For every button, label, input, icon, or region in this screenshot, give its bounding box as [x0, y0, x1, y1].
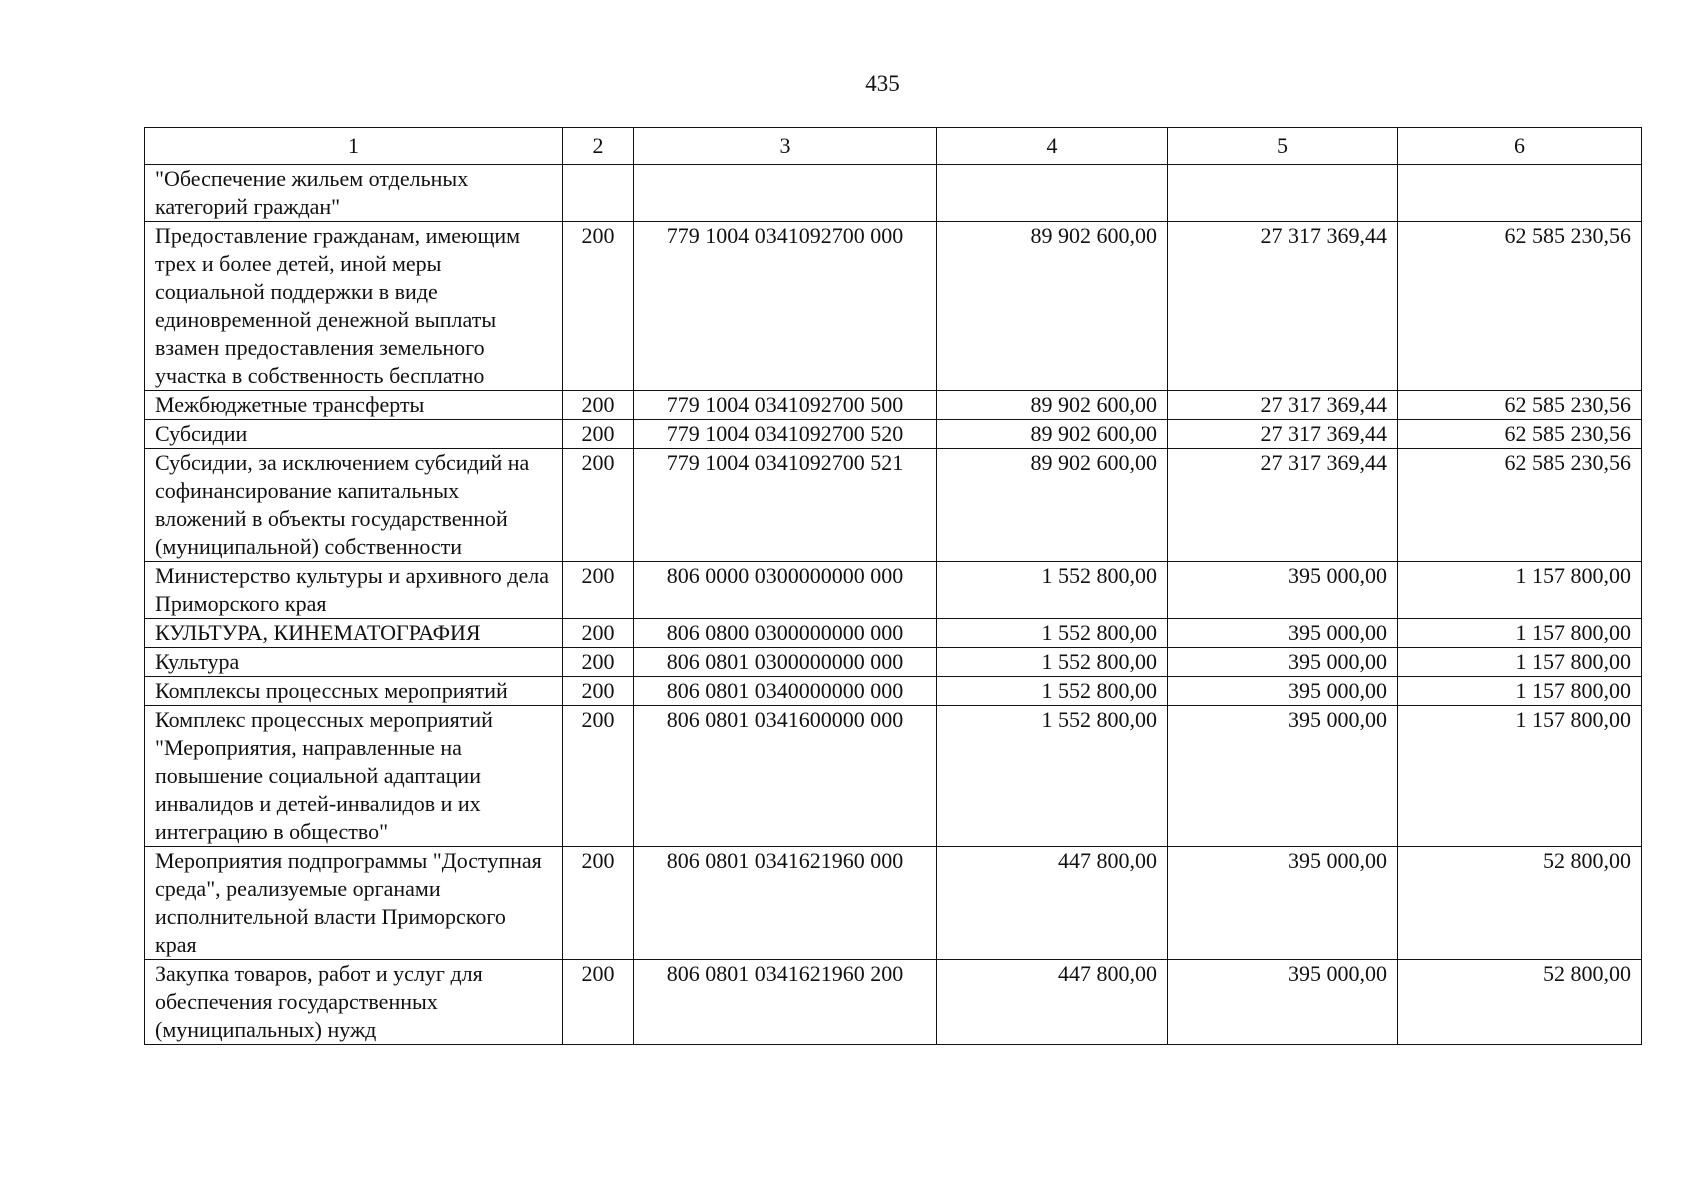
row-line-code-cell: 200 — [563, 222, 634, 391]
row-budget-code-cell: 806 0801 0341621960 200 — [634, 960, 937, 1045]
row-approved-cell: 89 902 600,00 — [937, 449, 1168, 562]
row-executed-cell: 27 317 369,44 — [1168, 420, 1398, 449]
row-line-code-cell: 200 — [563, 420, 634, 449]
row-unexecuted-cell: 1 157 800,00 — [1398, 562, 1642, 619]
row-budget-code-cell: 806 0801 0300000000 000 — [634, 648, 937, 677]
row-budget-code-cell: 806 0801 0341621960 000 — [634, 847, 937, 960]
row-unexecuted-cell: 1 157 800,00 — [1398, 706, 1642, 847]
row-budget-code-cell: 806 0000 0300000000 000 — [634, 562, 937, 619]
row-approved-cell — [937, 165, 1168, 222]
row-name-cell: Субсидии — [145, 420, 563, 449]
row-budget-code-cell: 806 0801 0340000000 000 — [634, 677, 937, 706]
row-name-cell: Межбюджетные трансферты — [145, 391, 563, 420]
table-row — [145, 847, 1642, 960]
row-line-code-cell: 200 — [563, 449, 634, 562]
row-unexecuted-cell: 62 585 230,56 — [1398, 449, 1642, 562]
row-unexecuted-cell: 62 585 230,56 — [1398, 420, 1642, 449]
header-col-3: 3 — [634, 128, 937, 165]
row-unexecuted-cell: 1 157 800,00 — [1398, 648, 1642, 677]
row-budget-code-cell: 806 0800 0300000000 000 — [634, 619, 937, 648]
row-line-code-cell: 200 — [563, 706, 634, 847]
header-col-6: 6 — [1398, 128, 1642, 165]
page-number: 435 — [865, 71, 900, 96]
table-row — [145, 677, 1642, 706]
row-name-cell: Культура — [145, 648, 563, 677]
row-approved-cell: 1 552 800,00 — [937, 706, 1168, 847]
table-row — [145, 648, 1642, 677]
row-unexecuted-cell: 62 585 230,56 — [1398, 391, 1642, 420]
row-executed-cell: 27 317 369,44 — [1168, 222, 1398, 391]
row-executed-cell: 395 000,00 — [1168, 706, 1398, 847]
row-executed-cell: 395 000,00 — [1168, 619, 1398, 648]
row-budget-code-cell: 806 0801 0341600000 000 — [634, 706, 937, 847]
table-row — [145, 562, 1642, 619]
header-col-4: 4 — [937, 128, 1168, 165]
header-col-5: 5 — [1168, 128, 1398, 165]
row-name-cell: Комплекс процессных мероприятий "Мероприятия, направленные на повышение социальной адаптации инвалидов и детей-инвалидов и их интеграцию в общество" — [145, 706, 563, 847]
row-executed-cell: 395 000,00 — [1168, 648, 1398, 677]
row-name-cell: Субсидии, за исключением субсидий на софинансирование капитальных вложений в объекты государственной (муниципальной) собственности — [145, 449, 563, 562]
header-col-1: 1 — [145, 128, 563, 165]
row-budget-code-cell: 779 1004 0341092700 000 — [634, 222, 937, 391]
budget-table — [144, 127, 1642, 1045]
row-line-code-cell: 200 — [563, 648, 634, 677]
row-budget-code-cell: 779 1004 0341092700 521 — [634, 449, 937, 562]
row-name-cell: Министерство культуры и архивного дела Приморского края — [145, 562, 563, 619]
row-unexecuted-cell: 52 800,00 — [1398, 960, 1642, 1045]
table-row — [145, 706, 1642, 847]
table-row — [145, 391, 1642, 420]
row-line-code-cell: 200 — [563, 677, 634, 706]
row-line-code-cell: 200 — [563, 847, 634, 960]
row-unexecuted-cell: 62 585 230,56 — [1398, 222, 1642, 391]
row-approved-cell: 89 902 600,00 — [937, 420, 1168, 449]
row-approved-cell: 1 552 800,00 — [937, 619, 1168, 648]
row-line-code-cell — [563, 165, 634, 222]
row-approved-cell: 89 902 600,00 — [937, 222, 1168, 391]
row-name-cell: Комплексы процессных мероприятий — [145, 677, 563, 706]
row-approved-cell: 1 552 800,00 — [937, 648, 1168, 677]
row-unexecuted-cell: 1 157 800,00 — [1398, 677, 1642, 706]
row-budget-code-cell: 779 1004 0341092700 520 — [634, 420, 937, 449]
row-unexecuted-cell: 52 800,00 — [1398, 847, 1642, 960]
row-unexecuted-cell — [1398, 165, 1642, 222]
row-approved-cell: 1 552 800,00 — [937, 677, 1168, 706]
row-line-code-cell: 200 — [563, 562, 634, 619]
row-line-code-cell: 200 — [563, 391, 634, 420]
table-row — [145, 449, 1642, 562]
row-approved-cell: 447 800,00 — [937, 960, 1168, 1045]
row-budget-code-cell: 779 1004 0341092700 500 — [634, 391, 937, 420]
table-row — [145, 420, 1642, 449]
table-row — [145, 960, 1642, 1045]
table-row — [145, 619, 1642, 648]
row-executed-cell — [1168, 165, 1398, 222]
row-approved-cell: 89 902 600,00 — [937, 391, 1168, 420]
row-executed-cell: 27 317 369,44 — [1168, 449, 1398, 562]
header-col-2: 2 — [563, 128, 634, 165]
row-name-cell: Предоставление гражданам, имеющим трех и более детей, иной меры социальной поддержки в виде единовременной денежной выплаты взамен предоставления земельного участка в собственность бесплатно — [145, 222, 563, 391]
row-executed-cell: 27 317 369,44 — [1168, 391, 1398, 420]
row-name-cell: Закупка товаров, работ и услуг для обеспечения государственных (муниципальных) нужд — [145, 960, 563, 1045]
table-row — [145, 165, 1642, 222]
row-name-cell: Мероприятия подпрограммы "Доступная среда", реализуемые органами исполнительной власти Приморского края — [145, 847, 563, 960]
row-name-cell: "Обеспечение жильем отдельных категорий граждан" — [145, 165, 563, 222]
row-line-code-cell: 200 — [563, 619, 634, 648]
row-executed-cell: 395 000,00 — [1168, 677, 1398, 706]
row-executed-cell: 395 000,00 — [1168, 562, 1398, 619]
row-line-code-cell: 200 — [563, 960, 634, 1045]
table-row — [145, 222, 1642, 391]
row-budget-code-cell — [634, 165, 937, 222]
row-approved-cell: 1 552 800,00 — [937, 562, 1168, 619]
table-header-row — [145, 128, 1642, 165]
row-executed-cell: 395 000,00 — [1168, 847, 1398, 960]
row-approved-cell: 447 800,00 — [937, 847, 1168, 960]
row-unexecuted-cell: 1 157 800,00 — [1398, 619, 1642, 648]
row-executed-cell: 395 000,00 — [1168, 960, 1398, 1045]
row-name-cell: КУЛЬТУРА, КИНЕМАТОГРАФИЯ — [145, 619, 563, 648]
